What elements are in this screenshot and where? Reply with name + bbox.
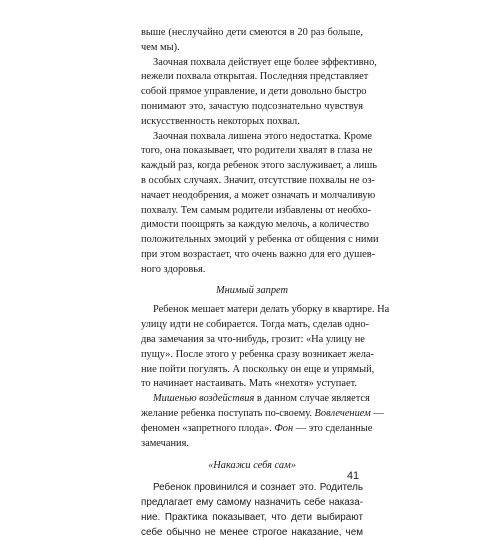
text-line: нежели похвала открытая. Последняя представляет [141, 70, 363, 85]
text-line: ного здоровья. [141, 263, 363, 278]
text-line: пущу». После этого у ребенка сразу возникает жела- [141, 348, 363, 363]
book-page [141, 26, 363, 540]
text-line: каждый раз, когда ребенок этого заслуживает, а лишь [141, 159, 363, 174]
text-line: предлагает ему самому назначить себе наказа- [141, 496, 363, 511]
text-run: желание ребенка поступать по-своему. [141, 408, 315, 419]
text-line: Заочная похвала действует еще более эффективно, [141, 56, 363, 71]
text-line: начает неодобрения, а может означать и молчаливую [141, 189, 363, 204]
text-run: — [371, 408, 384, 419]
text-run: в данном случае является [254, 393, 370, 404]
section-heading: Мнимый запрет [141, 284, 363, 299]
text-line [141, 392, 363, 407]
text-line: в особых случаях. Значит, отсутствие похвалы не оз- [141, 174, 363, 189]
text-run: замечания. [141, 438, 189, 449]
text-line: себе обычно не менее строгое наказание, чем [141, 526, 363, 540]
text-line: собой прямое управление, и дети довольно быстро [141, 85, 363, 100]
text-line [141, 407, 363, 422]
paragraph [141, 26, 363, 56]
paragraph [141, 56, 363, 130]
text-line: ние пойти погулять. А поскольку он еще и упрямый, [141, 363, 363, 378]
text-line: чем мы). [141, 41, 363, 56]
text-line: положительных эмоций у ребенка от общения с ними [141, 233, 363, 248]
text-line [141, 437, 363, 452]
text-line: Ребенок провинился и сознает это. Родитель [141, 481, 363, 496]
text-line: Ребенок мешает матери делать уборку в квартире. На [141, 303, 363, 318]
text-run: — это сделанные [293, 423, 372, 434]
text-line: ние. Практика показывает, что дети выбирают [141, 511, 363, 526]
text-line: два замечания за что-нибудь, грозит: «На улицу не [141, 333, 363, 348]
text-line: Заочная похвала лишена этого недостатка. Кроме [141, 130, 363, 145]
text-line: димости поощрять за каждую мелочь, а количество [141, 218, 363, 233]
text-run: феномен «запретного плода». [141, 423, 274, 434]
text-line: то начинает настаивать. Мать «нехотя» уступает. [141, 377, 363, 392]
text-line: искусственность некоторых похвал. [141, 115, 363, 130]
section-heading: «Накажи себя сам» [141, 459, 363, 474]
paragraph [141, 303, 363, 392]
text-line: того, она показывает, что родители хвалят в глаза не [141, 144, 363, 159]
text-line: выше (неслучайно дети смеются в 20 раз больше, [141, 26, 363, 41]
page-number: 41 [347, 470, 359, 482]
italic-term: Мишенью воздействия [153, 393, 254, 404]
text-line: похвалу. Тем самым родители избавлены от необхо- [141, 204, 363, 219]
paragraph [141, 392, 363, 451]
paragraph [141, 130, 363, 278]
example-box [141, 481, 363, 540]
italic-term: Фон [274, 423, 293, 434]
text-line: при этом возрастает, что очень важно для его душев- [141, 248, 363, 263]
text-line: улицу идти не собирается. Тогда мать, сделав одно- [141, 318, 363, 333]
text-line [141, 422, 363, 437]
italic-term: Вовлечением [315, 408, 371, 419]
text-line: понимают это, зачастую подсознательно чувствуя [141, 100, 363, 115]
